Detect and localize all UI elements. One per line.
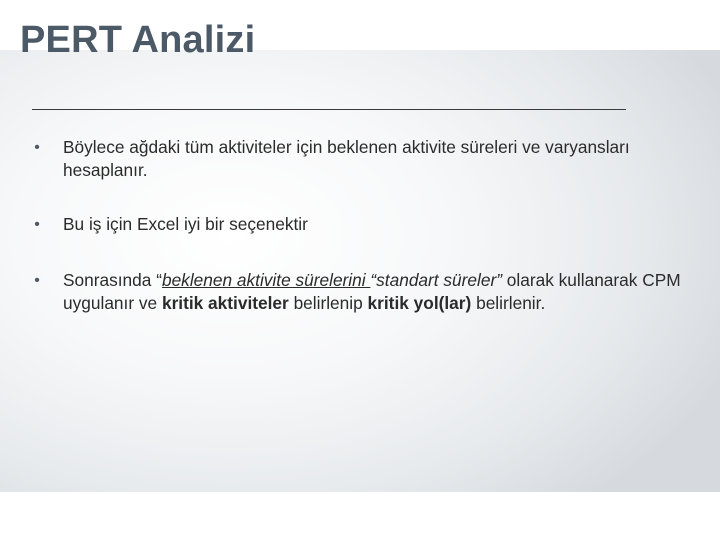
bullet-text-underlined: beklenen aktivite sürelerini: [161, 270, 371, 290]
bullet-text-bold-critical-activities: kritik aktiviteler: [161, 293, 289, 313]
bullet-text-end: belirlenir.: [471, 293, 546, 313]
bullet-text-middle: olarak kullanarak CPM uygulanır ve: [63, 270, 681, 313]
bullet-marker: •: [34, 216, 40, 233]
bullet-list: [30, 136, 690, 315]
bullet-marker: •: [34, 139, 40, 156]
bullet-item-2: [30, 213, 690, 236]
title-divider: [32, 109, 626, 110]
bullet-item-3: [30, 269, 690, 315]
bullet-text-connector: belirlenip: [288, 293, 368, 313]
bullet-text-bold-critical-path: kritik yol(lar): [367, 293, 472, 313]
slide-title: PERT Analizi: [20, 19, 256, 61]
bullet-text: Böylece ağdaki tüm aktiviteler için beklenen aktivite süreleri ve varyansları hesaplanır.: [63, 137, 630, 180]
bullet-text-quoted: “standart süreler”: [370, 270, 502, 290]
bullet-text: Bu iş için Excel iyi bir seçenektir: [63, 214, 308, 234]
bullet-marker: •: [34, 272, 40, 289]
bullet-item-1: [30, 136, 690, 182]
bullet-text-lead: Sonrasında “: [63, 270, 162, 290]
